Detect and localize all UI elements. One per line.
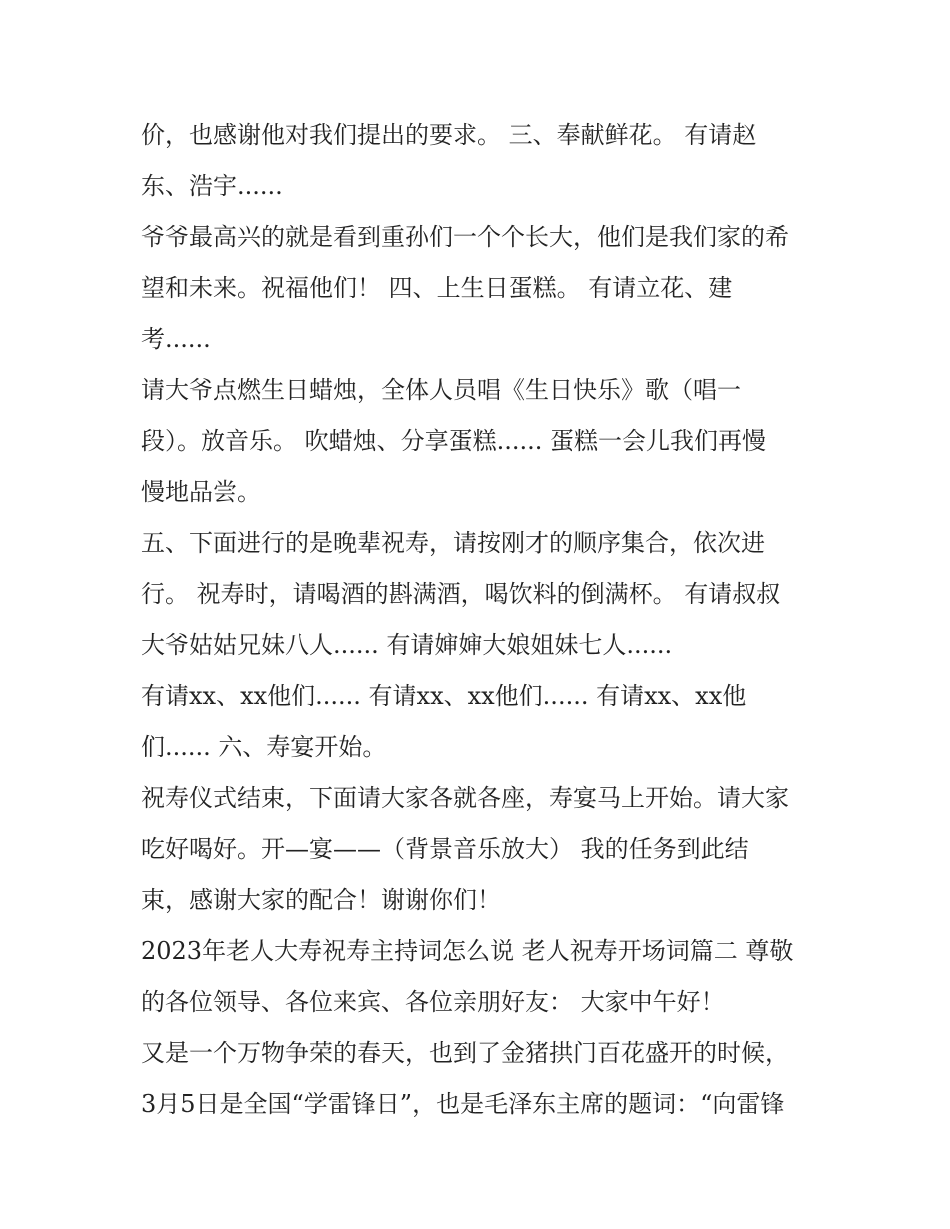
text-line: 考...... bbox=[141, 325, 211, 353]
text-line: 行。 祝寿时，请喝酒的斟满酒，喝饮料的倒满杯。 有请叔叔 bbox=[141, 580, 781, 608]
text-line: 们...... 六、寿宴开始。 bbox=[141, 733, 387, 761]
text-line: 3月5日是全国“学雷锋日”，也是毛泽东主席的题词：“向雷锋 bbox=[141, 1090, 785, 1118]
text-line: 大爷姑姑兄妹八人...... 有请婶婶大娘姐妹七人...... bbox=[141, 631, 673, 659]
text-line: 有请xx、xx他们...... 有请xx、xx他们...... 有请xx、xx他 bbox=[141, 682, 747, 710]
text-line: 价，也感谢他对我们提出的要求。 三、奉献鲜花。 有请赵 bbox=[141, 121, 757, 149]
text-line: 望和未来。祝福他们！ 四、上生日蛋糕。 有请立花、建 bbox=[141, 274, 733, 302]
text-line: 吃好喝好。开—宴——（背景音乐放大） 我的任务到此结 bbox=[141, 835, 749, 863]
text-line: 五、下面进行的是晚辈祝寿，请按刚才的顺序集合，依次进 bbox=[141, 529, 765, 557]
text-line: 祝寿仪式结束，下面请大家各就各座，寿宴马上开始。请大家 bbox=[141, 784, 789, 812]
text-line: 又是一个万物争荣的春天，也到了金猪拱门百花盛开的时候， bbox=[141, 1039, 789, 1067]
text-line: 爷爷最高兴的就是看到重孙们一个个长大，他们是我们家的希 bbox=[141, 223, 789, 251]
document-body bbox=[141, 110, 821, 1130]
text-line: 束，感谢大家的配合！谢谢你们！ bbox=[141, 886, 501, 914]
text-line: 段）。放音乐。 吹蜡烛、分享蛋糕...... 蛋糕一会儿我们再慢 bbox=[141, 427, 767, 455]
text-line: 请大爷点燃生日蜡烛，全体人员唱《生日快乐》歌（唱一 bbox=[141, 376, 741, 404]
text-line: 慢地品尝。 bbox=[141, 478, 261, 506]
text-line: 2023年老人大寿祝寿主持词怎么说 老人祝寿开场词篇二 尊敬 bbox=[141, 937, 794, 965]
text-line: 的各位领导、各位来宾、各位亲朋好友： 大家中午好！ bbox=[141, 988, 725, 1016]
text-line: 东、浩宇...... bbox=[141, 172, 283, 200]
